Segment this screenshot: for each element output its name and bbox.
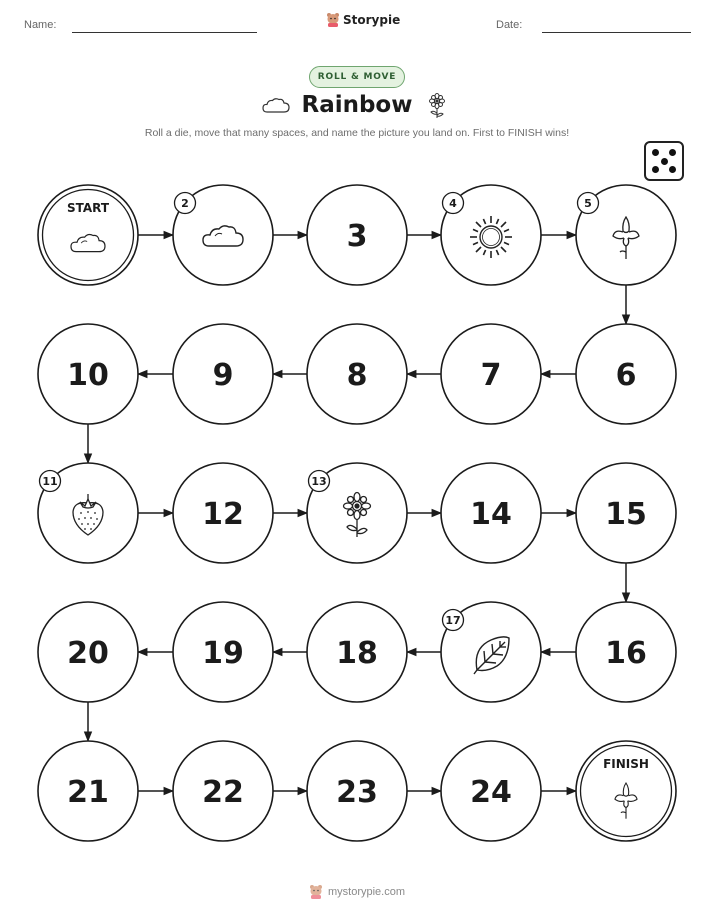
space-number: 14 [470, 497, 512, 532]
name-label: Name: [24, 19, 57, 31]
board-space [576, 324, 676, 424]
board-space [307, 324, 407, 424]
board-space [576, 602, 676, 702]
board-space [576, 185, 676, 285]
space-number: 22 [202, 775, 244, 810]
space-number: 19 [202, 636, 244, 671]
bear-mascot-icon [309, 884, 323, 900]
board-space [441, 602, 541, 702]
space-number: 18 [336, 636, 378, 671]
board-space [173, 741, 273, 841]
brand-name: Storypie [343, 13, 401, 27]
space-number: 10 [67, 358, 109, 393]
finish-label: FINISH [603, 757, 649, 771]
space-number: 9 [212, 358, 234, 393]
footer-site: mystorypie.com [327, 886, 406, 898]
space-number: 4 [449, 197, 457, 210]
start-space [38, 185, 138, 285]
space-number: 7 [480, 358, 502, 393]
board-space [441, 324, 541, 424]
space-number: 11 [42, 475, 58, 488]
space-number: 13 [311, 475, 327, 488]
space-number: 23 [336, 775, 378, 810]
board-space [441, 463, 541, 563]
board-space [38, 324, 138, 424]
board-space [441, 741, 541, 841]
board-space [307, 602, 407, 702]
board-space [173, 463, 273, 563]
space-number: 5 [584, 197, 592, 210]
start-label: START [66, 201, 110, 215]
board-space [307, 463, 407, 563]
page-title: Rainbow [301, 92, 413, 118]
space-number: 6 [615, 358, 637, 393]
space-number: 24 [470, 775, 512, 810]
footer [0, 884, 714, 900]
space-circle [576, 741, 676, 841]
board-space [38, 741, 138, 841]
activity-badge: ROLL & MOVE [309, 66, 405, 88]
instructions: Roll a die, move that many spaces, and name the picture you land on. First to FINISH wins! [144, 127, 570, 139]
space-number: 21 [67, 775, 109, 810]
space-number: 12 [202, 497, 244, 532]
finish-space [576, 741, 676, 841]
space-number: 16 [605, 636, 647, 671]
space-number: 20 [67, 636, 109, 671]
date-label: Date: [496, 19, 523, 31]
space-number: 8 [346, 358, 368, 393]
board-space [38, 463, 138, 563]
space-number: 17 [445, 614, 461, 627]
board-space [173, 185, 273, 285]
board-space [173, 602, 273, 702]
board-space [173, 324, 273, 424]
space-number: 2 [181, 197, 189, 210]
space-number: 15 [605, 497, 647, 532]
board-space [307, 741, 407, 841]
board-space [307, 185, 407, 285]
board-space [38, 602, 138, 702]
board-space [441, 185, 541, 285]
space-number: 3 [346, 219, 368, 254]
board-space [576, 463, 676, 563]
